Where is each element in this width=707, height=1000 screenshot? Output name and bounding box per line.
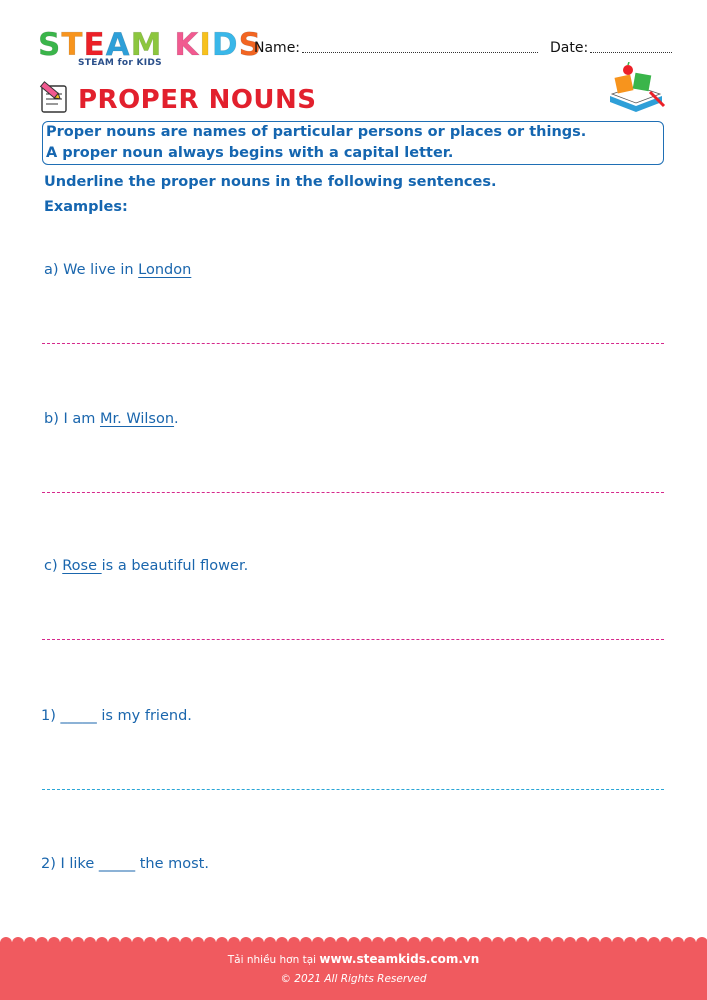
pencil-paper-icon xyxy=(36,80,72,116)
footer-copyright: © 2021 All Rights Reserved xyxy=(280,973,427,985)
footer-website-link[interactable]: www.steamkids.com.vn xyxy=(319,952,480,966)
example-b-after: . xyxy=(174,411,179,427)
logo-letter: E xyxy=(83,27,106,63)
writing-line xyxy=(42,343,664,344)
footer-website-line xyxy=(0,952,707,966)
example-c-label: c) xyxy=(44,558,63,574)
logo-letter: K xyxy=(174,27,200,63)
example-c-noun: Rose xyxy=(62,558,102,574)
logo-letter: S xyxy=(38,27,62,63)
example-b xyxy=(44,411,179,427)
logo-letter: T xyxy=(61,27,84,63)
footer-bar xyxy=(0,942,707,1000)
example-c-after: is a beautiful flower. xyxy=(101,558,249,574)
exercise-2: 2) I like _____ the most. xyxy=(41,856,209,872)
example-c xyxy=(44,558,248,574)
definition-line-1: Proper nouns are names of particular persons or places or things. xyxy=(46,124,587,140)
writing-line xyxy=(42,492,664,493)
date-label: Date: xyxy=(550,40,589,56)
name-label: Name: xyxy=(254,40,301,56)
logo-letter: S xyxy=(238,27,262,63)
steam-kids-logo xyxy=(38,27,262,70)
definition-line-2: A proper noun always begins with a capital letter. xyxy=(46,145,454,161)
logo-letter: A xyxy=(105,27,131,63)
example-a xyxy=(44,262,191,278)
name-field[interactable] xyxy=(302,52,538,53)
logo-letter xyxy=(163,27,175,63)
example-a-label: a) We live in xyxy=(44,262,139,278)
footer-prefix: Tải nhiều hơn tại xyxy=(227,954,320,966)
logo-letter: M xyxy=(130,27,163,63)
example-a-noun: London xyxy=(138,262,192,278)
writing-line xyxy=(42,639,664,640)
footer-scallop-edge xyxy=(0,936,707,950)
abc-book-icon xyxy=(606,62,666,114)
date-field[interactable] xyxy=(590,52,672,53)
page-title: PROPER NOUNS xyxy=(78,85,317,115)
instruction-text: Underline the proper nouns in the following sentences. xyxy=(44,174,497,190)
logo-subtitle: STEAM for KIDS xyxy=(78,58,162,68)
example-b-noun: Mr. Wilson xyxy=(99,411,175,427)
writing-line xyxy=(42,789,664,790)
examples-heading: Examples: xyxy=(44,199,128,215)
logo-letter: I xyxy=(199,27,212,63)
logo-letter: D xyxy=(211,27,239,63)
exercise-1: 1) _____ is my friend. xyxy=(41,708,192,724)
example-b-label: b) I am xyxy=(44,411,100,427)
